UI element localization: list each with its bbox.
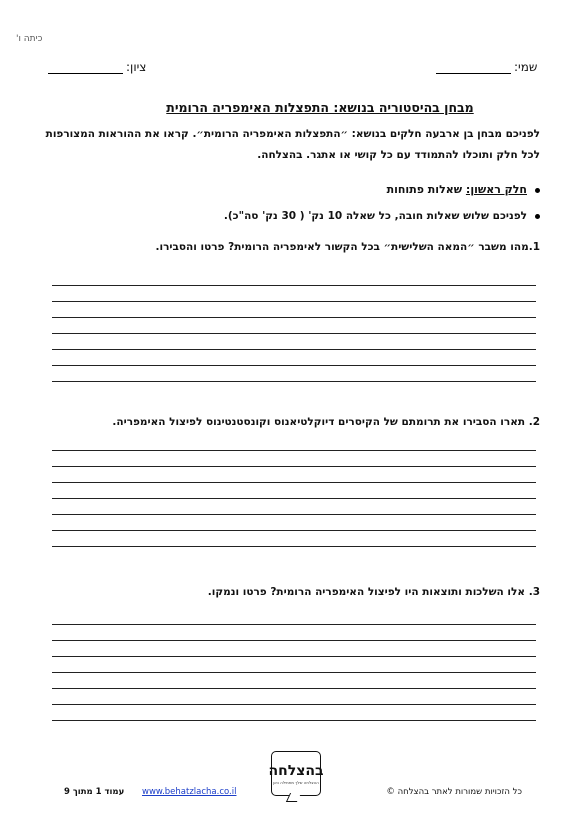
answer-line[interactable]	[52, 365, 536, 366]
answer-line[interactable]	[52, 349, 536, 350]
exam-intro: לפניכם מבחן בן ארבעה חלקים בנושא: ״התפצלות האימפריה הרומית״. קראו את ההוראות המצורפות לכל חלק ותוכלו להתמודד עם כל קושי או אתגר. בהצלחה.	[45, 128, 540, 161]
answer-line[interactable]	[52, 285, 536, 286]
website-link[interactable]: www.behatzlacha.co.il	[142, 787, 237, 797]
answer-line[interactable]	[52, 381, 536, 382]
part1-title: שאלות פתוחות	[386, 183, 463, 196]
answer-line[interactable]	[52, 498, 536, 499]
answer-line[interactable]	[52, 546, 536, 547]
part1-label: חלק ראשון:	[465, 183, 527, 196]
answer-line[interactable]	[52, 450, 536, 451]
answer-line[interactable]	[52, 482, 536, 483]
logo-text: בהצלחה	[268, 762, 324, 779]
question-1	[155, 241, 540, 253]
name-label: שמי:	[514, 60, 538, 74]
answer-line[interactable]	[52, 317, 536, 318]
score-input-line[interactable]	[48, 61, 123, 74]
question-text: אלו השלכות ותוצאות היו לפיצול האימפריה הרומית? פרטו ונמקו.	[207, 586, 526, 598]
answer-line[interactable]	[52, 640, 536, 641]
answer-line[interactable]	[52, 514, 536, 515]
name-input-line[interactable]	[436, 61, 511, 74]
answer-line[interactable]	[52, 301, 536, 302]
bullet-icon	[535, 214, 540, 219]
exam-title: מבחן בהיסטוריה בנושא: התפצלות האימפריה הרומית	[166, 100, 474, 115]
answer-line[interactable]	[52, 688, 536, 689]
question-number: 3.	[528, 586, 540, 598]
name-field	[436, 60, 537, 74]
behatzlacha-logo	[268, 751, 324, 796]
bullet-icon	[535, 188, 540, 193]
score-label: ציון:	[126, 60, 147, 74]
part1-heading	[387, 183, 540, 196]
question-text: תארו הסבירו את תרומתם של הקיסרים דיוקלטיאנוס וקונסטנטינוס לפיצול האימפריה.	[112, 416, 526, 428]
question-number: 2.	[528, 416, 540, 428]
answer-line[interactable]	[52, 672, 536, 673]
question-2	[112, 416, 540, 428]
logo-subtext: ההצלחה שלך מתחילה כאן	[273, 779, 319, 785]
answer-line[interactable]	[52, 656, 536, 657]
answer-line[interactable]	[52, 624, 536, 625]
score-field	[48, 60, 146, 74]
answer-line[interactable]	[52, 530, 536, 531]
question-3	[208, 586, 540, 598]
speech-bubble-tail-icon	[286, 793, 301, 802]
question-number: 1.	[528, 241, 540, 253]
part1-instruction: לפניכם שלוש שאלות חובה, כל שאלה 10 נק' ( 30 נק' סה"כ).	[223, 210, 527, 222]
page-info: עמוד 1 מתוך 9	[64, 787, 125, 797]
copyright-text: כל הזכויות שמורות לאתר בהצלחה ©	[386, 787, 522, 797]
part1-instruction-row	[224, 210, 540, 222]
answer-line[interactable]	[52, 720, 536, 721]
grade-label: כיתה ו'	[16, 34, 43, 44]
answer-line[interactable]	[52, 704, 536, 705]
answer-line[interactable]	[52, 333, 536, 334]
answer-line[interactable]	[52, 466, 536, 467]
question-text: מהו משבר ״המאה השלישית״ בכל הקשור לאימפריה הרומית? פרטו והסבירו.	[155, 241, 529, 253]
